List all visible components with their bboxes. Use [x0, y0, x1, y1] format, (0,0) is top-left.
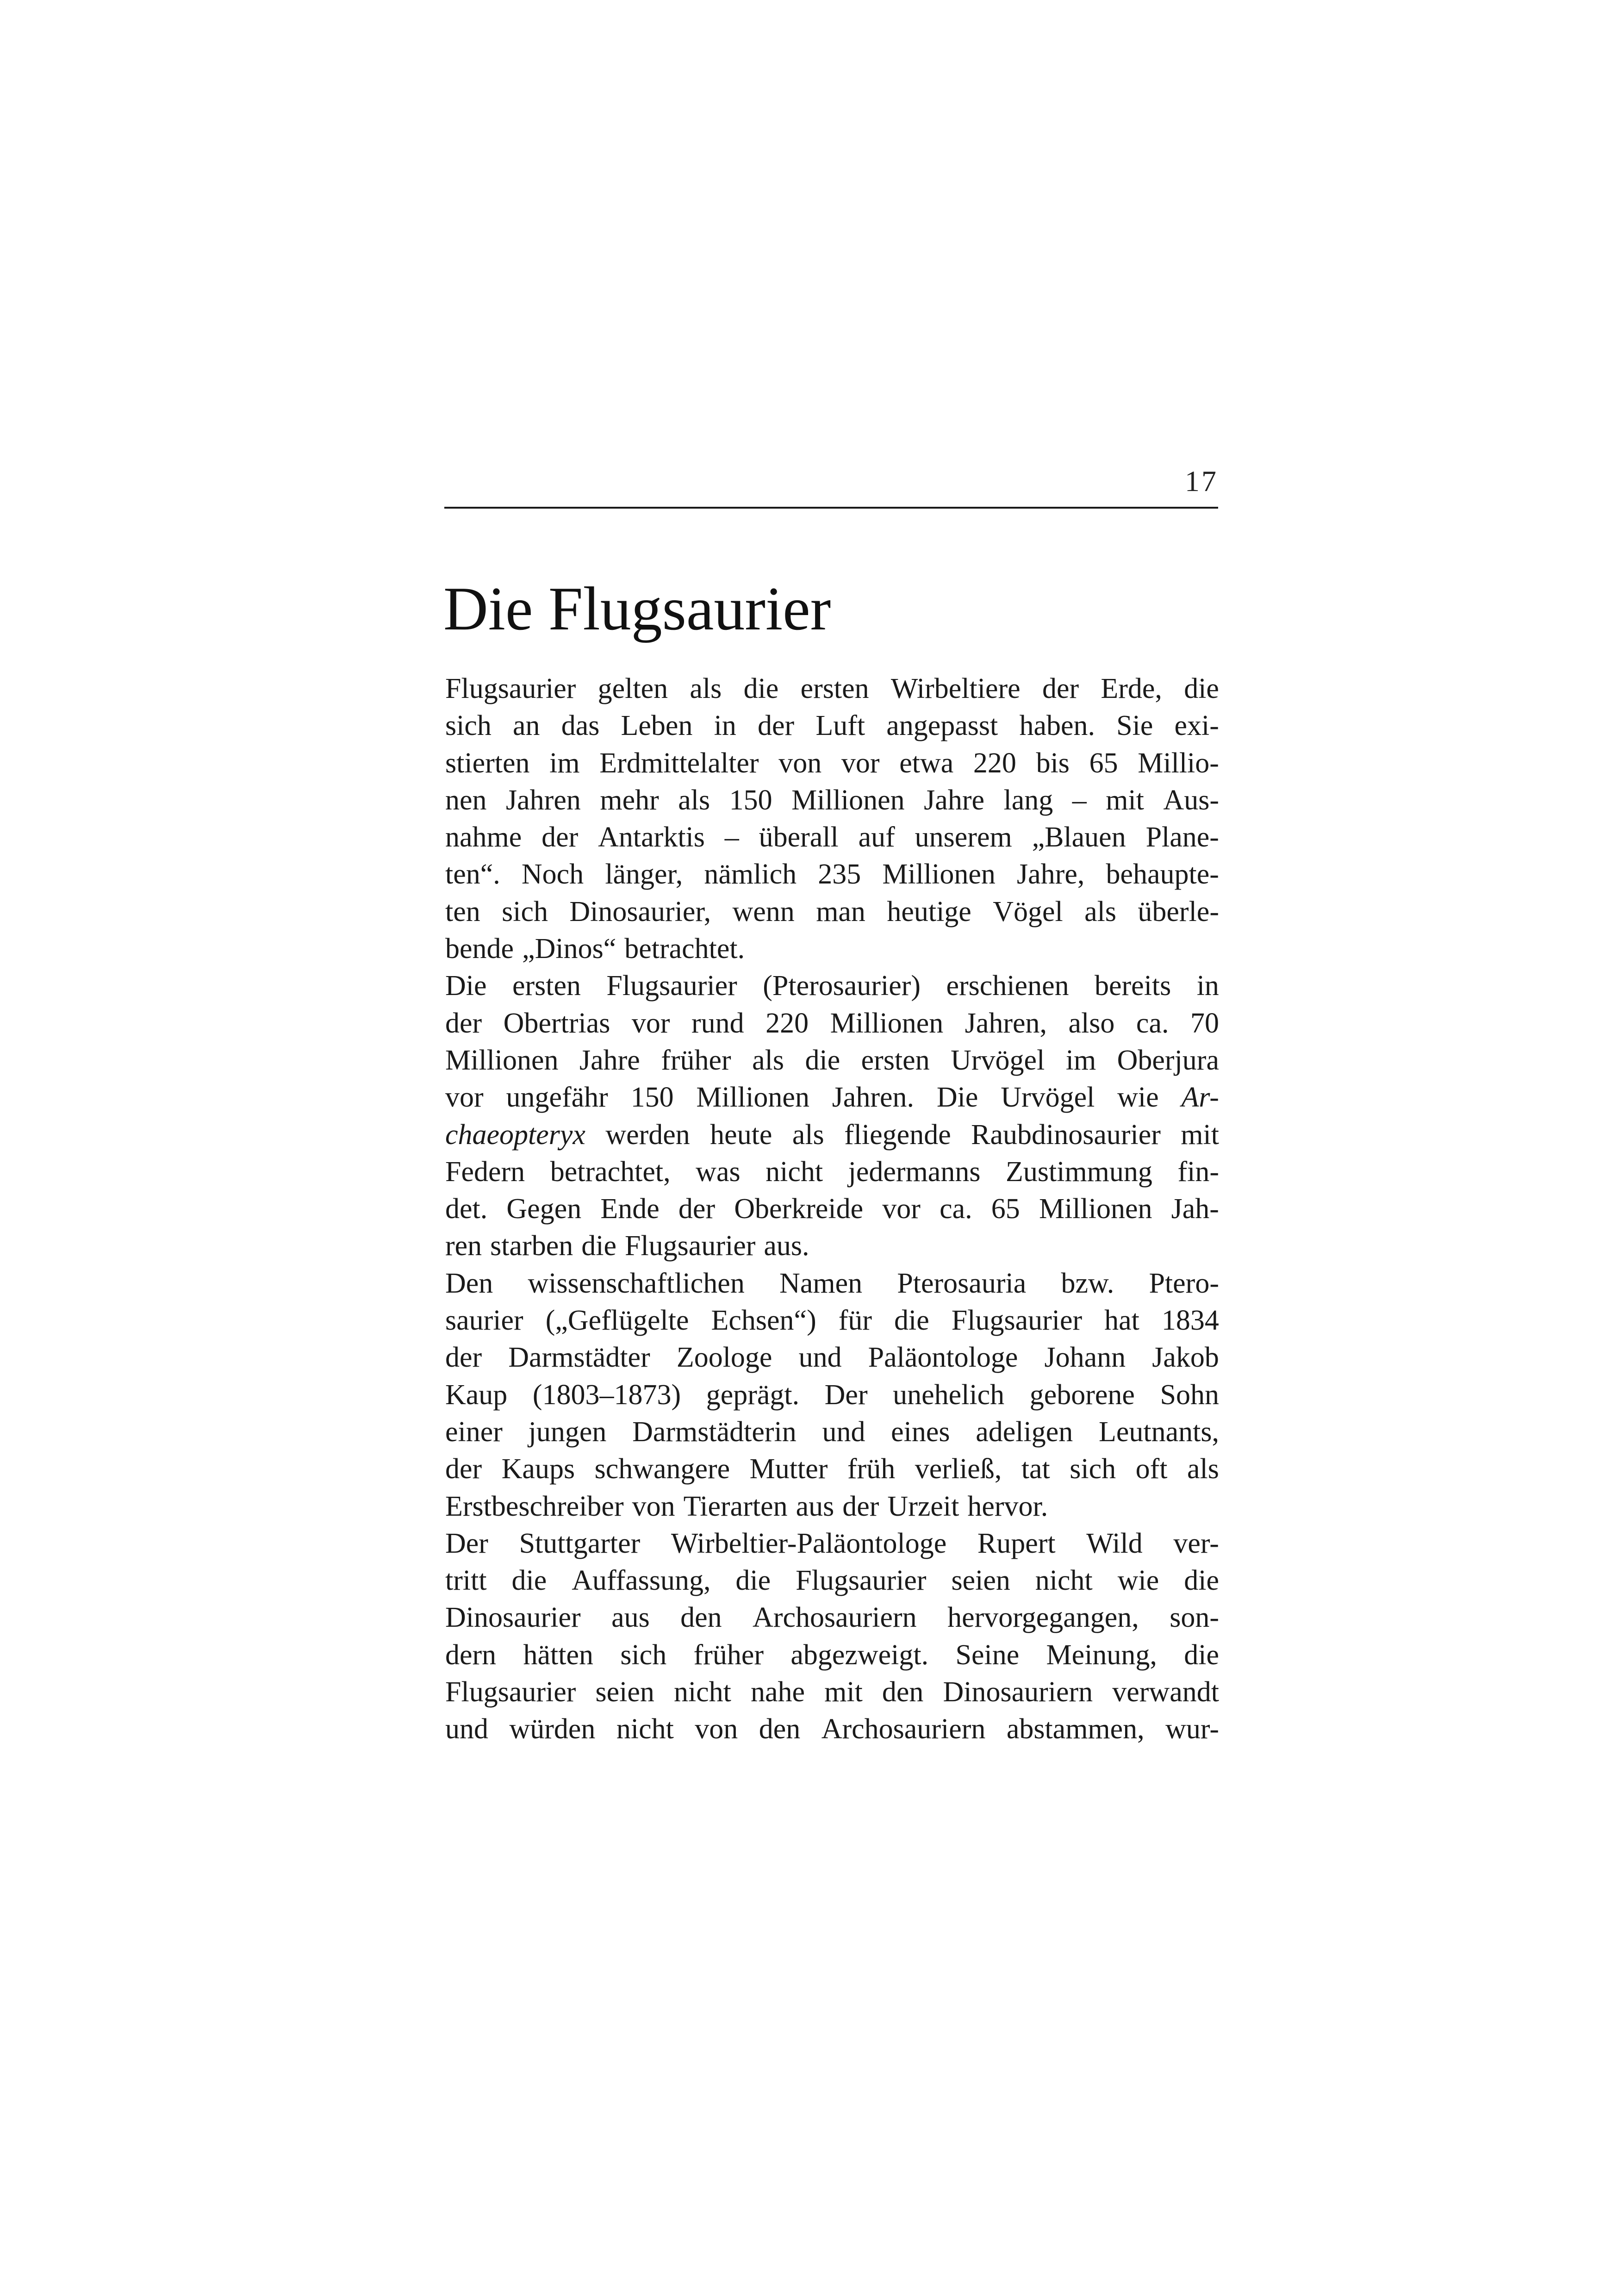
body-line: bende „Dinos“ betrachtet. — [445, 933, 745, 965]
body-line: Den wissenschaftlichen Namen Pterosauria bzw. Ptero- — [445, 1267, 1219, 1299]
body-line: saurier („Geflügelte Echsen“) für die Flugsaurier hat 1834 — [445, 1305, 1219, 1337]
body-line: der Obertrias vor rund 220 Millionen Jahren, also ca. 70 — [445, 1007, 1219, 1039]
body-line: der Kaups schwangere Mutter früh verließ, tat sich oft als — [445, 1453, 1219, 1485]
body-line: ren starben die Flugsaurier aus. — [445, 1230, 809, 1262]
body-line: und würden nicht von den Archosauriern abstammen, wur- — [445, 1713, 1219, 1745]
body-line: tritt die Auffassung, die Flugsaurier seien nicht wie die — [445, 1565, 1219, 1597]
body-line: Flugsaurier seien nicht nahe mit den Dinosauriern verwandt — [445, 1676, 1219, 1708]
body-line: einer jungen Darmstädterin und eines adeligen Leutnants, — [445, 1416, 1219, 1448]
body-line: vor ungefähr 150 Millionen Jahren. Die Urvögel wie Ar- — [445, 1082, 1219, 1114]
body-line: dern hätten sich früher abgezweigt. Seine Meinung, die — [445, 1639, 1219, 1671]
body-line: chaeopteryx werden heute als fliegende Raubdinosaurier mit — [445, 1119, 1219, 1151]
body-line: Flugsaurier gelten als die ersten Wirbeltiere der Erde, die — [445, 673, 1219, 704]
body-line: nen Jahren mehr als 150 Millionen Jahre lang – mit Aus- — [445, 784, 1219, 816]
body-line: nahme der Antarktis – überall auf unserem „Blauen Plane- — [445, 821, 1219, 853]
body-line: Die ersten Flugsaurier (Pterosaurier) erschienen bereits in — [445, 970, 1219, 1002]
body-line: Der Stuttgarter Wirbeltier-Paläontologe Rupert Wild ver- — [445, 1527, 1219, 1559]
body-line: Kaup (1803–1873) geprägt. Der unehelich geborene Sohn — [445, 1379, 1219, 1411]
chapter-title: Die Flugsaurier — [443, 574, 831, 643]
body-line: Millionen Jahre früher als die ersten Urvögel im Oberjura — [445, 1044, 1219, 1076]
body-line: stierten im Erdmittelalter von vor etwa 220 bis 65 Millio- — [445, 747, 1219, 779]
body-line: ten sich Dinosaurier, wenn man heutige Vögel als überle- — [445, 896, 1219, 927]
body-line: det. Gegen Ende der Oberkreide vor ca. 65 Millionen Jah- — [445, 1193, 1219, 1225]
body-line: Federn betrachtet, was nicht jedermanns Zustimmung fin- — [445, 1156, 1219, 1188]
header-rule — [444, 507, 1218, 509]
body-line: Erstbeschreiber von Tierarten aus der Urzeit hervor. — [445, 1490, 1048, 1522]
body-line: ten“. Noch länger, nämlich 235 Millionen Jahre, behaupte- — [445, 859, 1219, 890]
body-line: sich an das Leben in der Luft angepasst haben. Sie exi- — [445, 710, 1219, 742]
page-number: 17 — [1185, 465, 1218, 498]
body-line: der Darmstädter Zoologe und Paläontologe Johann Jakob — [445, 1342, 1219, 1374]
body-text — [445, 670, 1219, 1748]
body-line: Dinosaurier aus den Archosauriern hervorgegangen, son- — [445, 1602, 1219, 1634]
